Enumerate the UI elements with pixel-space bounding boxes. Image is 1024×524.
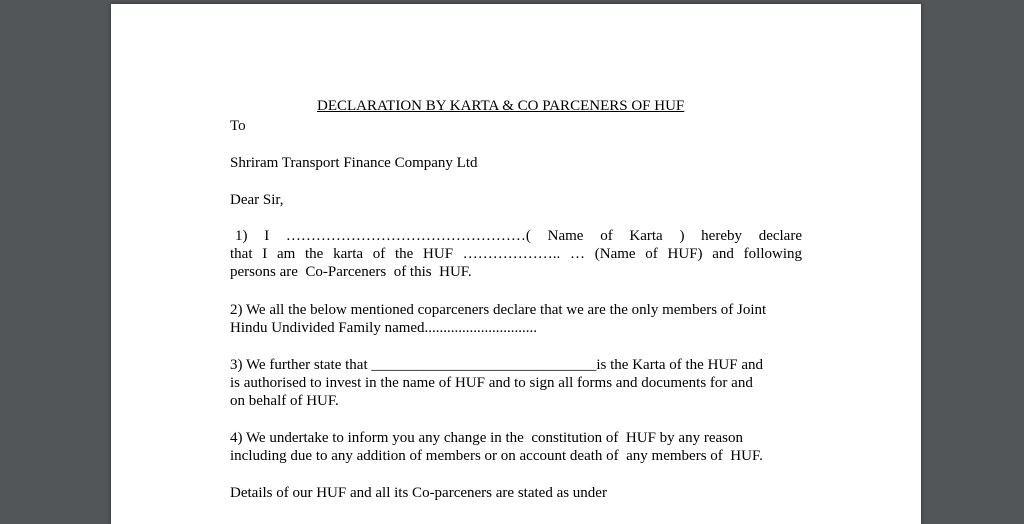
para2-line2: Hindu Undivided Family named.............................. bbox=[230, 320, 538, 336]
para4-line1: 4) We undertake to inform you any change in the constitution of HUF by any reason bbox=[230, 430, 743, 446]
salutation: Dear Sir, bbox=[230, 192, 284, 208]
para1-line1: 1) I …………………………………………( Name of Karta ) hereby declare bbox=[235, 228, 802, 244]
document-page bbox=[111, 4, 921, 524]
para4-line2: including due to any addition of members or on account death of any members of HUF. bbox=[230, 448, 763, 464]
para5-line1: Details of our HUF and all its Co-parceners are stated as under bbox=[230, 485, 607, 501]
document-title: DECLARATION BY KARTA & CO PARCENERS OF HUF bbox=[317, 98, 685, 114]
para3-line3: on behalf of HUF. bbox=[230, 393, 339, 409]
para1-line2: that I am the karta of the HUF ……………….. … (Name of HUF) and following bbox=[230, 246, 802, 262]
addressee-to: To bbox=[230, 118, 246, 134]
para2-line1: 2) We all the below mentioned coparceners declare that we are the only members of Joint bbox=[230, 302, 767, 318]
para3-line2: is authorised to invest in the name of HUF and to sign all forms and documents for and bbox=[230, 375, 753, 391]
para1-line3: persons are Co-Parceners of this HUF. bbox=[230, 264, 472, 280]
para3-line1: 3) We further state that ______________________________is the Karta of the HUF and bbox=[230, 357, 764, 373]
company-name: Shriram Transport Finance Company Ltd bbox=[230, 155, 478, 171]
